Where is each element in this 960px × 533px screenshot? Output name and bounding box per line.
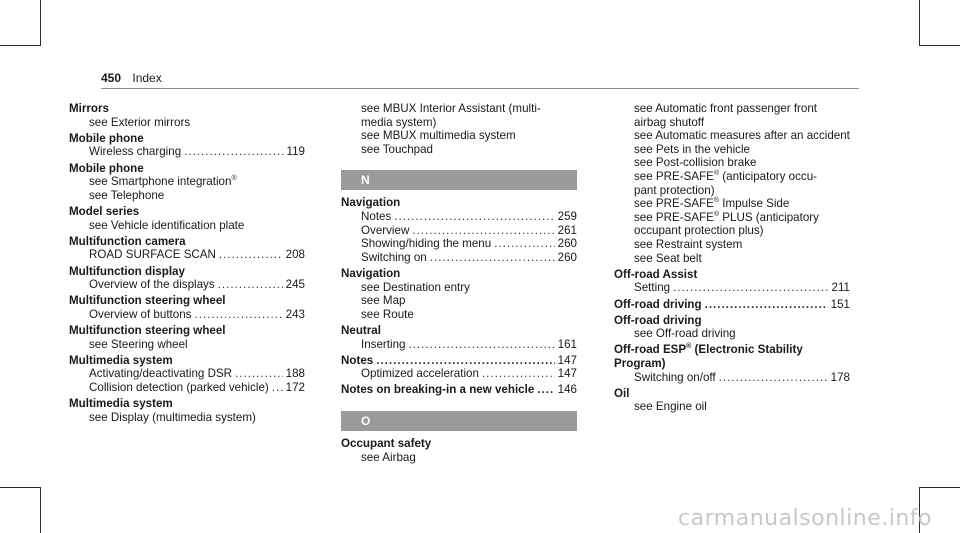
section-title: Index: [132, 71, 162, 85]
page-reference: 243: [285, 307, 305, 321]
page-reference: 151: [830, 297, 850, 311]
crop-mark: [919, 0, 920, 46]
index-cross-reference[interactable]: see PRE-SAFE® PLUS (anticipatory: [634, 210, 819, 224]
leader-dots: [494, 237, 554, 251]
index-cross-reference[interactable]: see Display (multimedia system): [89, 410, 256, 424]
index-term: Multimedia system: [69, 353, 173, 367]
page-reference: 178: [830, 370, 850, 384]
index-cross-reference[interactable]: see Seat belt: [634, 251, 702, 265]
page-reference: 146: [557, 383, 577, 397]
watermark: carmanualsonline.info: [678, 506, 932, 531]
page-reference: 261: [557, 223, 577, 237]
index-cross-reference[interactable]: see PRE-SAFE® (anticipatory occu-: [634, 169, 818, 183]
index-entry: [341, 102, 577, 156]
entry-text: Notes on breaking-in a new vehicle: [341, 383, 535, 397]
crop-mark: [40, 0, 41, 46]
index-cross-reference[interactable]: see Restraint system: [634, 237, 743, 251]
index-cross-reference[interactable]: see Map: [361, 294, 406, 308]
index-term: Multimedia system: [69, 397, 173, 411]
index-cross-reference[interactable]: see Off-road driving: [634, 327, 736, 341]
page-header: [101, 71, 162, 85]
index-term[interactable]: [341, 383, 577, 397]
index-entry: [341, 267, 577, 321]
entry-text: Setting: [634, 281, 671, 295]
entry-text: ROAD SURFACE SCAN: [89, 248, 216, 262]
index-entry: [69, 354, 305, 395]
page-reference: 260: [557, 250, 577, 264]
page-reference: 161: [557, 337, 577, 351]
crop-mark: [40, 487, 41, 533]
entry-text: Switching on: [361, 250, 427, 264]
index-subentry[interactable]: [341, 338, 577, 352]
entry-text: Notes: [361, 209, 392, 223]
index-entry: [341, 324, 577, 351]
index-subentry[interactable]: [341, 367, 577, 381]
index-entry: [69, 265, 305, 292]
index-entry: [69, 235, 305, 262]
entry-text: Off-road driving: [614, 297, 702, 311]
index-column-2: [341, 102, 577, 467]
index-entry: [69, 294, 305, 321]
index-entry: [69, 102, 305, 129]
index-entry: [341, 383, 577, 397]
index-term: Navigation: [341, 196, 401, 210]
index-cross-reference[interactable]: see MBUX Interior Assistant (multi-: [361, 102, 541, 115]
index-cross-reference[interactable]: see Exterior mirrors: [89, 115, 191, 129]
index-cross-reference[interactable]: see Route: [361, 307, 414, 321]
index-term: Oil: [614, 386, 630, 400]
index-cross-reference[interactable]: occupant protection plus): [634, 224, 764, 238]
crop-mark: [0, 45, 40, 46]
index-term: Neutral: [341, 323, 381, 337]
leader-dots: [218, 278, 283, 292]
index-entry: [614, 387, 850, 414]
header-rule: [101, 88, 859, 89]
index-entry: [341, 437, 577, 464]
index-term: Off-road driving: [614, 313, 702, 327]
page-reference: 147: [557, 367, 577, 381]
page-number: 450: [101, 71, 122, 85]
index-term: Mirrors: [69, 102, 109, 115]
leader-dots: [412, 224, 554, 238]
index-cross-reference[interactable]: see Automatic front passenger front: [634, 102, 818, 115]
entry-text: Inserting: [361, 337, 406, 351]
index-cross-reference[interactable]: see Vehicle identification plate: [89, 218, 245, 232]
index-cross-reference[interactable]: see Steering wheel: [89, 337, 188, 351]
index-term: Off-road ESP® (Electronic Stability: [614, 343, 803, 357]
index-subentry[interactable]: [69, 381, 305, 395]
entry-text: Showing/hiding the menu: [361, 237, 492, 251]
leader-dots: [194, 308, 282, 322]
index-subentry[interactable]: [69, 367, 305, 381]
index-subentry[interactable]: [614, 371, 850, 385]
index-entry: [614, 314, 850, 341]
index-entry: [341, 354, 577, 381]
index-term: Off-road Assist: [614, 267, 698, 281]
index-subentry[interactable]: [69, 308, 305, 322]
index-cross-reference[interactable]: see Post-collision brake: [634, 156, 757, 170]
entry-text: Overview: [361, 223, 410, 237]
leader-dots: [184, 145, 283, 159]
index-cross-reference[interactable]: see Automatic measures after an accident: [634, 129, 850, 143]
leader-dots: [376, 354, 554, 368]
index-column-3: [614, 102, 850, 417]
page-reference: 259: [557, 209, 577, 223]
index-term: Mobile phone: [69, 131, 144, 145]
index-cross-reference[interactable]: see Telephone: [89, 188, 165, 202]
leader-dots: [482, 367, 555, 381]
index-subentry[interactable]: [341, 251, 577, 265]
leader-dots: [537, 383, 554, 397]
index-term: Multifunction display: [69, 264, 185, 278]
index-subentry[interactable]: [614, 281, 850, 295]
page-reference: 188: [285, 367, 305, 381]
entry-text: Wireless charging: [89, 145, 182, 159]
index-column-1: [69, 102, 305, 427]
leader-dots: [235, 367, 283, 381]
index-subentry[interactable]: [69, 248, 305, 262]
page-reference: 119: [286, 145, 305, 159]
crop-mark: [0, 487, 40, 488]
index-cross-reference[interactable]: see MBUX multimedia system: [361, 129, 516, 143]
entry-text: Overview of buttons: [89, 307, 192, 321]
index-term: Multifunction steering wheel: [69, 324, 226, 338]
index-term[interactable]: [614, 298, 850, 312]
crop-mark: [920, 487, 960, 488]
leader-dots: [673, 281, 828, 295]
index-term: Program): [614, 357, 666, 371]
index-term: Model series: [69, 204, 140, 218]
index-entry: [69, 397, 305, 424]
index-subentry[interactable]: [341, 210, 577, 224]
index-entry: [614, 268, 850, 295]
index-subentry[interactable]: [69, 145, 305, 159]
entry-text: Optimized acceleration: [361, 367, 479, 381]
index-letter-heading: O: [341, 411, 577, 431]
entry-text: Activating/deactivating DSR: [89, 367, 233, 381]
crop-mark: [920, 45, 960, 46]
index-entry: [69, 205, 305, 232]
entry-text: Notes: [341, 353, 374, 367]
index-cross-reference[interactable]: airbag shutoff: [634, 115, 705, 129]
page-reference: 260: [557, 237, 577, 251]
leader-dots: [408, 338, 554, 352]
entry-text: Collision detection (parked vehicle): [89, 381, 269, 395]
index-term: Multifunction steering wheel: [69, 294, 226, 308]
index-term: Multifunction camera: [69, 234, 186, 248]
index-term: Navigation: [341, 266, 401, 280]
page-reference: 208: [285, 248, 305, 262]
leader-dots: [219, 248, 283, 262]
index-entry: [614, 102, 850, 265]
leader-dots: [719, 371, 828, 385]
index-subentry[interactable]: [341, 237, 577, 251]
index-cross-reference[interactable]: see Destination entry: [361, 280, 470, 294]
leader-dots: [394, 210, 554, 224]
page-reference: 211: [831, 281, 850, 295]
index-entry: [69, 324, 305, 351]
index-entry: [69, 132, 305, 159]
index-term[interactable]: [341, 354, 577, 368]
index-entry: [69, 162, 305, 203]
page-reference: 172: [285, 381, 305, 395]
index-entry: [614, 298, 850, 312]
index-cross-reference[interactable]: media system): [361, 115, 437, 129]
leader-dots: [705, 298, 828, 312]
leader-dots: [430, 251, 555, 265]
index-entry: [614, 343, 850, 384]
entry-text: Overview of the displays: [89, 278, 215, 292]
page-reference: 245: [285, 278, 305, 292]
index-cross-reference[interactable]: see Touchpad: [361, 142, 433, 156]
index-subentry[interactable]: [341, 224, 577, 238]
index-cross-reference[interactable]: see Engine oil: [634, 400, 707, 414]
page-reference: 147: [557, 353, 577, 367]
index-cross-reference[interactable]: see Pets in the vehicle: [634, 142, 751, 156]
entry-text: Switching on/off: [634, 370, 716, 384]
index-term: Mobile phone: [69, 161, 144, 175]
index-cross-reference[interactable]: see PRE-SAFE® Impulse Side: [634, 197, 790, 211]
index-term: Occupant safety: [341, 437, 432, 451]
leader-dots: [272, 381, 283, 395]
index-entry: [341, 196, 577, 264]
index-subentry[interactable]: [69, 278, 305, 292]
index-letter-heading: N: [341, 170, 577, 190]
index-cross-reference[interactable]: pant protection): [634, 183, 715, 197]
index-cross-reference[interactable]: see Smartphone integration®: [89, 175, 237, 189]
index-cross-reference[interactable]: see Airbag: [361, 450, 416, 464]
